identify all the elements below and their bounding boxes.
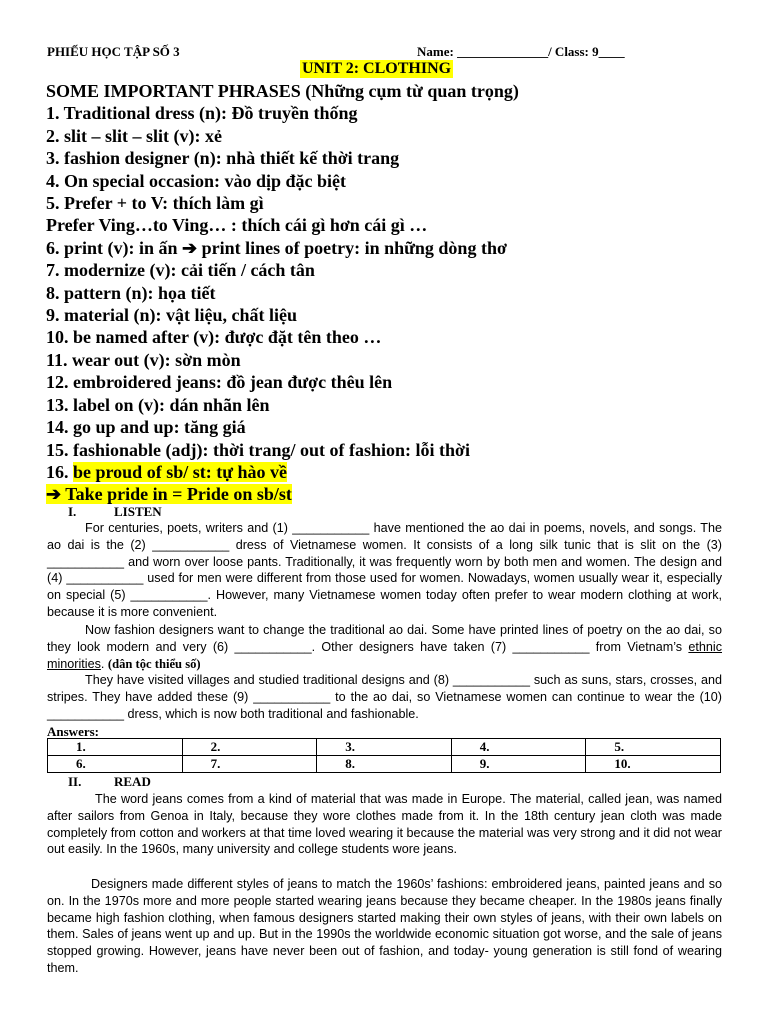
phrases-section — [46, 80, 746, 506]
answer-cell: 5. — [586, 739, 721, 756]
read-title: READ — [114, 774, 151, 789]
table-row — [48, 739, 721, 756]
listen-paragraph-2 — [47, 622, 722, 672]
phrase-item: 12. embroidered jeans: đồ jean được thêu lên — [46, 372, 393, 393]
answer-cell: 3. — [317, 739, 452, 756]
read-number: II. — [68, 774, 82, 789]
phrase-item: 5. Prefer + to V: thích làm gì — [46, 193, 264, 214]
read-p1-text: The word jeans comes from a kind of material that was made in Europe. The material, called jean, was named after sailors from Genoa in Italy, because they wore clothes made from it. In the 18th century jean cloth was made completely from cotton and workers at that time loved wearing it because the material was very strong and it did not wear out easily. In the 1960s, many university and college students wore jeans. — [47, 792, 722, 857]
read-p2-text: Designers made different styles of jeans to match the 1960s’ fashions: embroidered jeans, painted jeans and so on. In the 1970s more and more people started wearing jeans because they became cheaper. In the 1980s jeans finally became high fashion clothing, when famous designers started making their own styles of jeans, with their own labels on them. Sales of jeans went up and up. But in the 1990s the worldwide economic situation got worse, and the sale of jeans stopped growing. However, jeans have never been out of fashion, and today- young generation is still fond of wearing them. — [47, 877, 722, 975]
phrase-16-number: 16. — [46, 461, 73, 482]
answer-cell: 1. — [48, 739, 183, 756]
phrase-item: Prefer Ving…to Ving… : thích cái gì hơn cái gì … — [46, 215, 428, 236]
listen-paragraph-1 — [47, 520, 722, 621]
phrase-item-16 — [46, 461, 746, 483]
listen-p2-dot: . — [100, 656, 108, 671]
phrase-item: 15. fashionable (adj): thời trang/ out of fashion: lỗi thời — [46, 439, 470, 460]
phrase-pride-highlight: ➔ Take pride in = Pride on sb/st — [46, 484, 292, 505]
phrase-item: 3. fashion designer (n): nhà thiết kế thời trang — [46, 148, 400, 169]
phrase-item: 9. material (n): vật liệu, chất liệu — [46, 305, 297, 326]
answer-cell: 10. — [586, 756, 721, 773]
phrase-pride — [46, 483, 746, 505]
listen-heading — [68, 504, 162, 520]
answer-cell: 6. — [48, 756, 183, 773]
phrase-item: 7. modernize (v): cải tiến / cách tân — [46, 260, 315, 281]
answers-label: Answers: — [47, 724, 99, 739]
phrase-item: 14. go up and up: tăng giá — [46, 417, 246, 438]
answers-table — [47, 738, 721, 773]
phrase-item: 8. pattern (n): họa tiết — [46, 282, 216, 303]
answer-cell: 8. — [317, 756, 452, 773]
read-paragraph-2 — [47, 876, 722, 977]
phrase-item: 1. Traditional dress (n): Đồ truyền thống — [46, 103, 358, 124]
phrase-item: 11. wear out (v): sờn mòn — [46, 349, 241, 370]
ethnic-minorities-term: ethnic minorities — [47, 639, 722, 671]
phrase-item: 4. On special occasion: vào dịp đặc biệt — [46, 170, 347, 191]
answer-cell: 7. — [182, 756, 317, 773]
phrase-item: 6. print (v): in ấn ➔ print lines of poetry: in những dòng thơ — [46, 237, 507, 258]
answer-cell: 9. — [451, 756, 586, 773]
answer-cell: 2. — [182, 739, 317, 756]
answer-cell: 4. — [451, 739, 586, 756]
listen-p1-text: For centuries, poets, writers and (1) ___________ have mentioned the ao dai in poems, novels, and songs. The ao dai is the (2) ___________ dress of Vietnamese women. It consists of a long silk tunic that is slit on the (3) ___________ and worn over loose pants. Traditionally, it was frequently worn by both men and women. The design and (4) ___________ used for men were different from those used for women. Nowadays, women usually wear it, especially on special (5) ___________. However, many Vietnamese women today often prefer to wear modern clothing at work, because it is more convenient. — [47, 521, 722, 619]
phrases-title: SOME IMPORTANT PHRASES (Những cụm từ quan trọng) — [46, 81, 519, 101]
listen-p2-text: Now fashion designers want to change the traditional ao dai. Some have printed lines of poetry on the ao dai, so they look modern and very (6) ___________. Other designers have taken (7) ___________ from Vietnam’s — [47, 623, 722, 654]
listen-p3-text: They have visited villages and studied traditional designs and (8) ___________ such as suns, stars, crosses, and stripes. They have added these (9) ___________ to the ao dai, so Vietnamese women can continue to wear the (10) ___________ dress, which is now both traditional and fashionable. — [47, 673, 722, 721]
read-paragraph-1 — [47, 791, 722, 858]
phrase-16-highlight: be proud of sb/ st: tự hào về — [73, 461, 287, 482]
name-class-field: Name: ______________/ Class: 9____ — [417, 44, 625, 59]
ethnic-minorities-translation: (dân tộc thiểu số) — [107, 656, 201, 671]
listen-title: LISTEN — [114, 504, 162, 519]
phrase-item: 10. be named after (v): được đặt tên theo … — [46, 327, 382, 348]
worksheet-number: PHIẾU HỌC TẬP SỐ 3 — [47, 44, 180, 59]
listen-number: I. — [68, 504, 77, 519]
unit-title: UNIT 2: CLOTHING — [302, 60, 452, 77]
read-heading — [68, 774, 151, 790]
phrase-item: 2. slit – slit – slit (v): xẻ — [46, 125, 222, 146]
listen-paragraph-3 — [47, 672, 722, 722]
phrase-item: 13. label on (v): dán nhãn lên — [46, 394, 270, 415]
table-row — [48, 756, 721, 773]
